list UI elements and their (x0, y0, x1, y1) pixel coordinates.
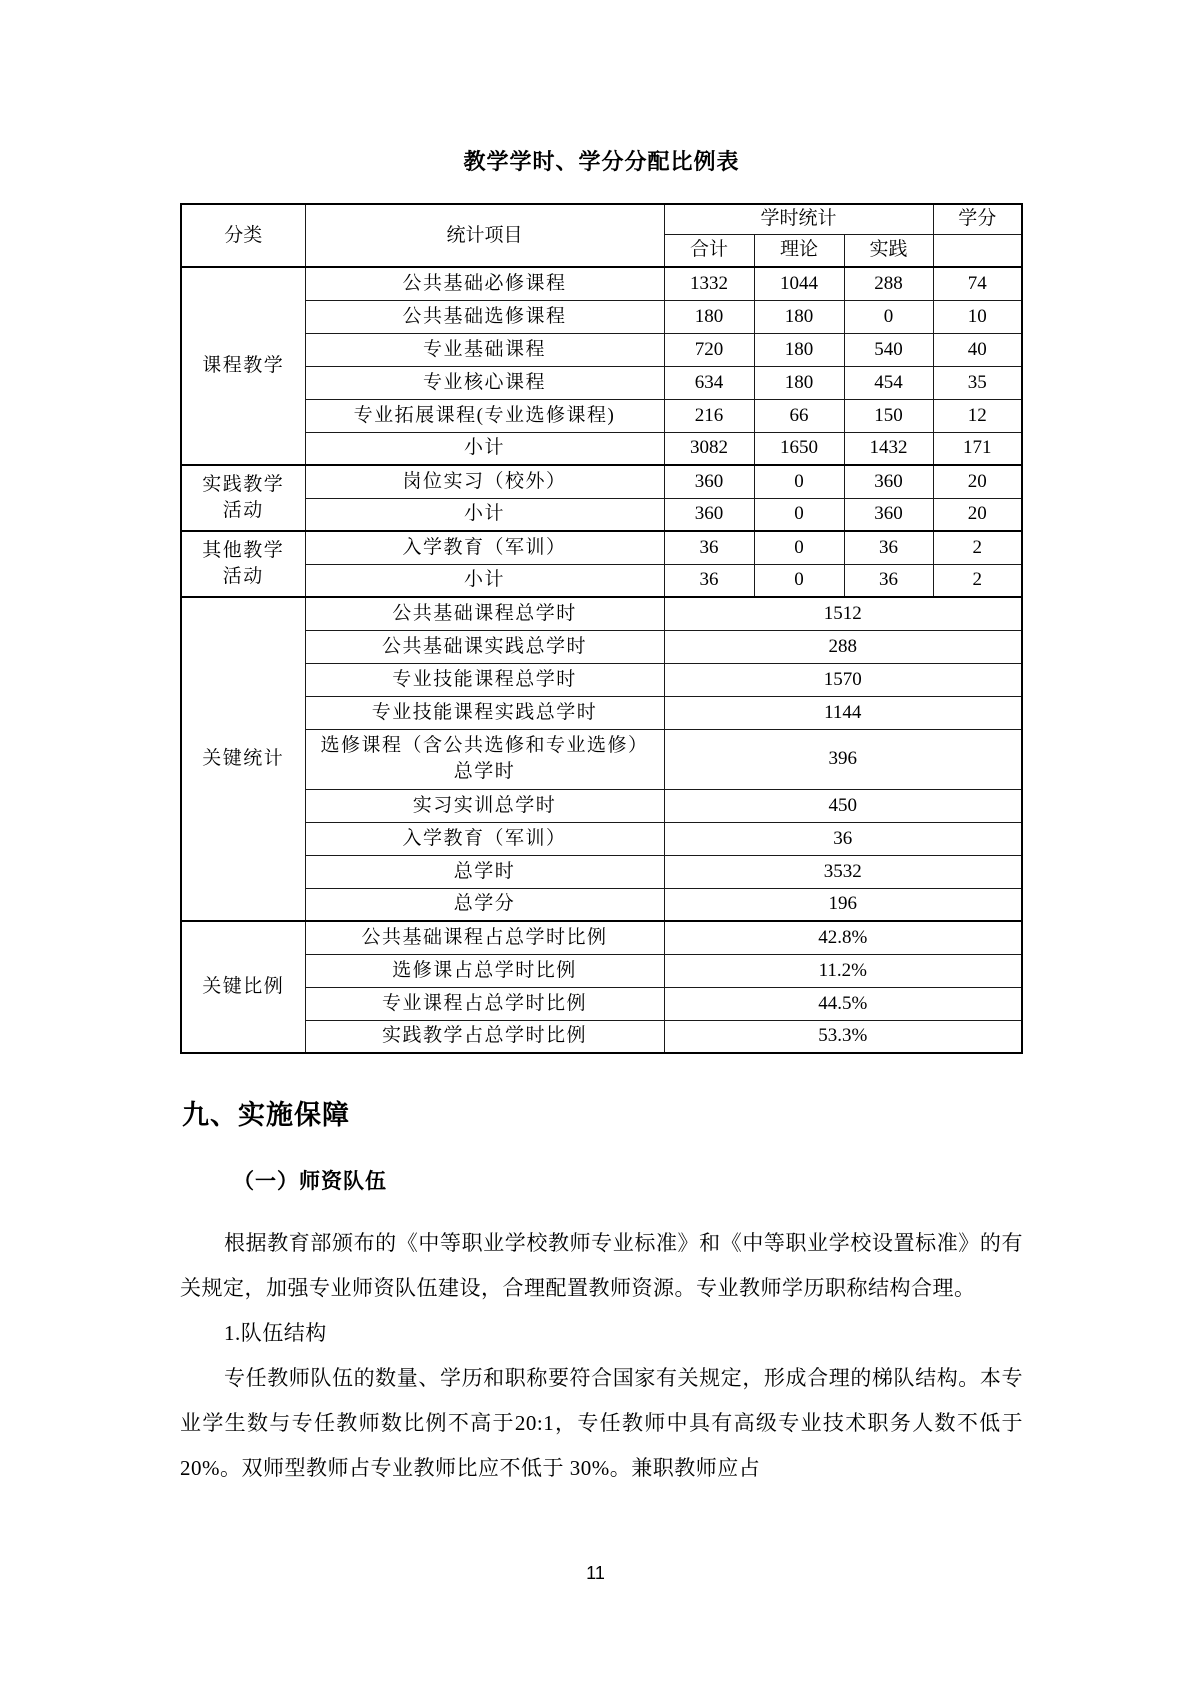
table-header-row (181, 204, 1022, 234)
value-cell: 36 (664, 531, 754, 564)
table-header (181, 204, 1022, 267)
table-row (181, 366, 1022, 399)
item-cell: 公共基础课程总学时 (305, 597, 664, 630)
category-cell: 其他教学 活动 (181, 531, 305, 597)
item-cell: 选修课占总学时比例 (305, 954, 664, 987)
value-cell: 1650 (754, 432, 844, 465)
item-cell: 入学教育（军训） (305, 531, 664, 564)
value-cell: 171 (933, 432, 1022, 465)
value-cell: 360 (844, 465, 933, 498)
value-cell: 1332 (664, 267, 754, 300)
value-cell: 180 (664, 300, 754, 333)
item-cell: 专业基础课程 (305, 333, 664, 366)
value-cell: 0 (754, 531, 844, 564)
body-text (180, 1221, 1023, 1491)
header-item: 统计项目 (305, 204, 664, 267)
value-cell: 1432 (844, 432, 933, 465)
table-row (181, 564, 1022, 597)
value-cell: 40 (933, 333, 1022, 366)
merged-value-cell: 36 (664, 822, 1022, 855)
header-practice: 实践 (844, 234, 933, 267)
item-cell: 公共基础课程占总学时比例 (305, 921, 664, 954)
merged-value-cell: 288 (664, 630, 1022, 663)
merged-value-cell: 11.2% (664, 954, 1022, 987)
merged-value-cell: 1570 (664, 663, 1022, 696)
merged-value-cell: 196 (664, 888, 1022, 921)
category-cell: 课程教学 (181, 267, 305, 465)
item-cell: 总学时 (305, 855, 664, 888)
table-row (181, 855, 1022, 888)
value-cell: 1044 (754, 267, 844, 300)
value-cell: 12 (933, 399, 1022, 432)
value-cell: 540 (844, 333, 933, 366)
value-cell: 20 (933, 465, 1022, 498)
value-cell: 3082 (664, 432, 754, 465)
table-row (181, 888, 1022, 921)
item-cell: 专业技能课程总学时 (305, 663, 664, 696)
table-row (181, 987, 1022, 1020)
paragraph: 根据教育部颁布的《中等职业学校教师专业标准》和《中等职业学校设置标准》的有关规定，加强专业师资队伍建设，合理配置教师资源。专业教师学历职称结构合理。 (180, 1231, 1023, 1300)
table-title: 教学学时、学分分配比例表 (463, 149, 740, 174)
value-cell: 180 (754, 333, 844, 366)
item-cell: 公共基础必修课程 (305, 267, 664, 300)
item-cell: 总学分 (305, 888, 664, 921)
hours-credits-table (180, 203, 1023, 1054)
table-row (181, 597, 1022, 630)
merged-value-cell: 396 (664, 729, 1022, 789)
item-cell: 专业核心课程 (305, 366, 664, 399)
category-cell: 关键统计 (181, 597, 305, 921)
merged-value-cell: 450 (664, 789, 1022, 822)
table-row (181, 432, 1022, 465)
table-row (181, 630, 1022, 663)
header-theory: 理论 (754, 234, 844, 267)
merged-value-cell: 1144 (664, 696, 1022, 729)
paragraph: 专任教师队伍的数量、学历和职称要符合国家有关规定，形成合理的梯队结构。本专业学生数与专任教师数比例不高于20:1，专任教师中具有高级专业技术职务人数不低于 20%。双师型教师占专业教师比应不低于 30%。兼职教师应占 (180, 1366, 1023, 1480)
value-cell: 360 (664, 465, 754, 498)
item-cell: 岗位实习（校外） (305, 465, 664, 498)
page-number: 11 (586, 1563, 605, 1583)
value-cell: 2 (933, 564, 1022, 597)
item-cell: 公共基础选修课程 (305, 300, 664, 333)
table-row (181, 729, 1022, 789)
value-cell: 74 (933, 267, 1022, 300)
merged-value-cell: 44.5% (664, 987, 1022, 1020)
table-row (181, 954, 1022, 987)
table-row (181, 789, 1022, 822)
item-cell: 小计 (305, 564, 664, 597)
paragraph: 1.队伍结构 (224, 1321, 327, 1345)
item-cell: 小计 (305, 432, 664, 465)
table-row (181, 267, 1022, 300)
value-cell: 180 (754, 300, 844, 333)
item-cell: 小计 (305, 498, 664, 531)
table-row (181, 663, 1022, 696)
item-cell: 实习实训总学时 (305, 789, 664, 822)
value-cell: 180 (754, 366, 844, 399)
value-cell: 360 (664, 498, 754, 531)
category-cell: 关键比例 (181, 921, 305, 1053)
table-row (181, 300, 1022, 333)
table-row (181, 921, 1022, 954)
value-cell: 0 (754, 498, 844, 531)
table-row (181, 531, 1022, 564)
header-hours-group: 学时统计 (664, 204, 933, 234)
item-cell: 选修课程（含公共选修和专业选修） 总学时 (305, 729, 664, 789)
value-cell: 288 (844, 267, 933, 300)
value-cell: 150 (844, 399, 933, 432)
value-cell: 66 (754, 399, 844, 432)
header-category: 分类 (181, 204, 305, 267)
item-cell: 实践教学占总学时比例 (305, 1020, 664, 1053)
table-row (181, 465, 1022, 498)
stats-table-body (181, 267, 1022, 1053)
value-cell: 35 (933, 366, 1022, 399)
table-row (181, 696, 1022, 729)
value-cell: 2 (933, 531, 1022, 564)
item-cell: 专业拓展课程(专业选修课程) (305, 399, 664, 432)
item-cell: 专业技能课程实践总学时 (305, 696, 664, 729)
table-row (181, 498, 1022, 531)
value-cell: 20 (933, 498, 1022, 531)
item-cell: 公共基础课实践总学时 (305, 630, 664, 663)
category-cell: 实践教学 活动 (181, 465, 305, 531)
table-row (181, 399, 1022, 432)
header-total: 合计 (664, 234, 754, 267)
value-cell: 0 (754, 465, 844, 498)
value-cell: 360 (844, 498, 933, 531)
value-cell: 720 (664, 333, 754, 366)
header-credits-empty (933, 234, 1022, 267)
value-cell: 36 (844, 564, 933, 597)
value-cell: 634 (664, 366, 754, 399)
value-cell: 216 (664, 399, 754, 432)
value-cell: 36 (844, 531, 933, 564)
item-cell: 专业课程占总学时比例 (305, 987, 664, 1020)
table-row (181, 333, 1022, 366)
value-cell: 0 (754, 564, 844, 597)
merged-value-cell: 53.3% (664, 1020, 1022, 1053)
value-cell: 10 (933, 300, 1022, 333)
value-cell: 454 (844, 366, 933, 399)
value-cell: 0 (844, 300, 933, 333)
page-content (180, 0, 1023, 1491)
merged-value-cell: 1512 (664, 597, 1022, 630)
merged-value-cell: 42.8% (664, 921, 1022, 954)
subsection-heading: （一）师资队伍 (233, 1170, 387, 1193)
table-row (181, 822, 1022, 855)
merged-value-cell: 3532 (664, 855, 1022, 888)
value-cell: 36 (664, 564, 754, 597)
item-cell: 入学教育（军训） (305, 822, 664, 855)
table-row (181, 1020, 1022, 1053)
section-heading: 九、实施保障 (182, 1100, 350, 1130)
header-credits: 学分 (933, 204, 1022, 234)
